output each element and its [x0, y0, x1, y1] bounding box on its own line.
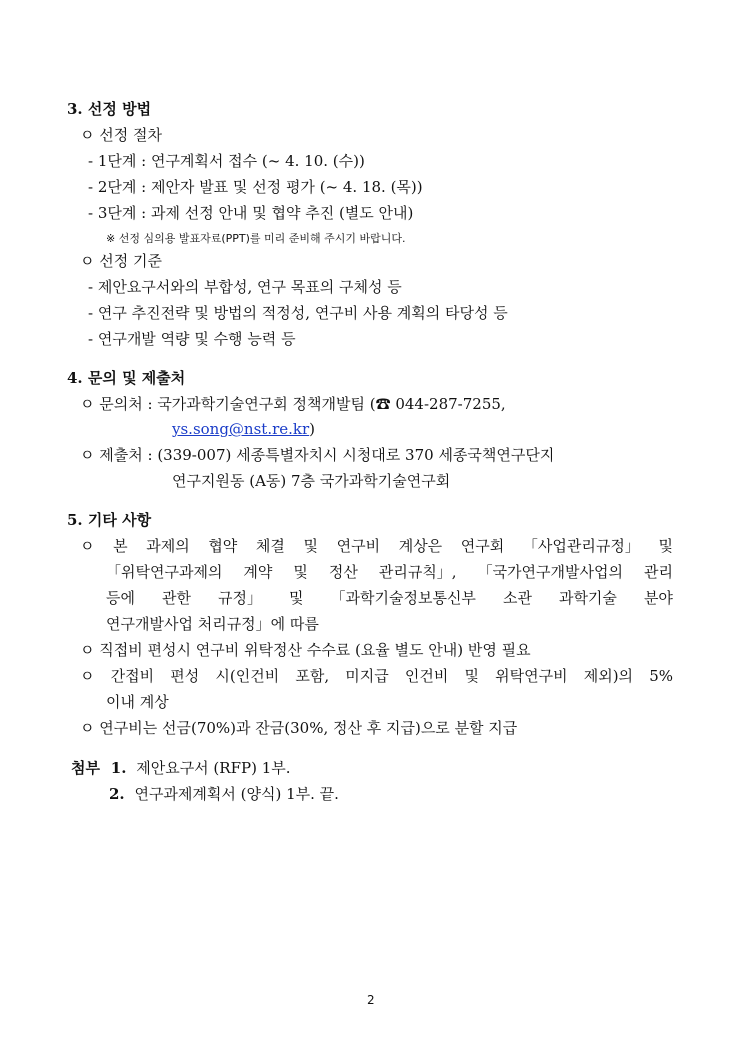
other-item-1-line-1: ㅇ 본 과제의 협약 체결 및 연구비 계상은 연구회 「사업관리규정」 및	[80, 537, 673, 555]
inquiry-line: ㅇ 문의처 : 국가과학기술연구회 정책개발팀 (☎ 044-287-7255,	[80, 395, 506, 413]
procedure-step-2: - 2단계 : 제안자 발표 및 선정 평가 (~ 4. 18. (목))	[88, 178, 423, 196]
attachment-2-number: 2.	[109, 785, 125, 803]
inquiry-email-line	[172, 419, 315, 439]
procedure-step-3: - 3단계 : 과제 선정 안내 및 협약 추진 (별도 안내)	[88, 204, 414, 222]
attachment-label: 첨부	[71, 759, 100, 777]
section-3-title: 3. 선정 방법	[67, 100, 152, 118]
submission-line-1: ㅇ 제출처 : (339-007) 세종특별자치시 시청대로 370 세종국책연구단지	[80, 446, 555, 464]
submission-line-2: 연구지원동 (A동) 7층 국가과학기술연구회	[172, 472, 451, 490]
other-item-2: ㅇ 직접비 편성시 연구비 위탁정산 수수료 (요율 별도 안내) 반영 필요	[80, 641, 531, 659]
other-item-1-line-3: 등에 관한 규정」 및 「과학기술정보통신부 소관 과학기술 분야	[106, 589, 673, 607]
attachment-1-number: 1.	[110, 759, 127, 777]
section-5-title: 5. 기타 사항	[67, 511, 152, 529]
attachment-line-2	[109, 784, 339, 804]
criteria-item-1: - 제안요구서와의 부합성, 연구 목표의 구체성 등	[88, 278, 402, 296]
procedure-step-1: - 1단계 : 연구계획서 접수 (~ 4. 10. (수))	[88, 152, 365, 170]
selection-procedure-heading: ㅇ 선정 절차	[80, 126, 162, 144]
other-item-3-line-1: ㅇ 간접비 편성 시(인건비 포함, 미지급 인건비 및 위탁연구비 제외)의 5%	[80, 667, 673, 685]
criteria-item-2: - 연구 추진전략 및 방법의 적정성, 연구비 사용 계획의 타당성 등	[88, 304, 508, 322]
attachment-1-text: 제안요구서 (RFP) 1부.	[136, 759, 291, 777]
other-item-3-line-2: 이내 계상	[106, 693, 169, 711]
page-number: 2	[367, 993, 375, 1007]
attachment-line-1	[71, 758, 291, 778]
selection-criteria-heading: ㅇ 선정 기준	[80, 252, 162, 270]
procedure-note: ※ 선정 심의용 발표자료(PPT)를 미리 준비해 주시기 바랍니다.	[106, 232, 406, 245]
other-item-4: ㅇ 연구비는 선금(70%)과 잔금(30%, 정산 후 지급)으로 분할 지급	[80, 719, 518, 737]
inquiry-close-paren: )	[309, 420, 316, 438]
other-item-1-line-4: 연구개발사업 처리규정」에 따름	[106, 615, 319, 633]
attachment-2-text: 연구과제계획서 (양식) 1부. 끝.	[134, 785, 339, 803]
inquiry-email-link[interactable]: ys.song@nst.re.kr	[172, 420, 310, 438]
other-item-1-line-2: 「위탁연구과제의 계약 및 정산 관리규칙」, 「국가연구개발사업의 관리	[106, 563, 673, 581]
criteria-item-3: - 연구개발 역량 및 수행 능력 등	[88, 330, 296, 348]
section-4-title: 4. 문의 및 제출처	[67, 369, 186, 387]
